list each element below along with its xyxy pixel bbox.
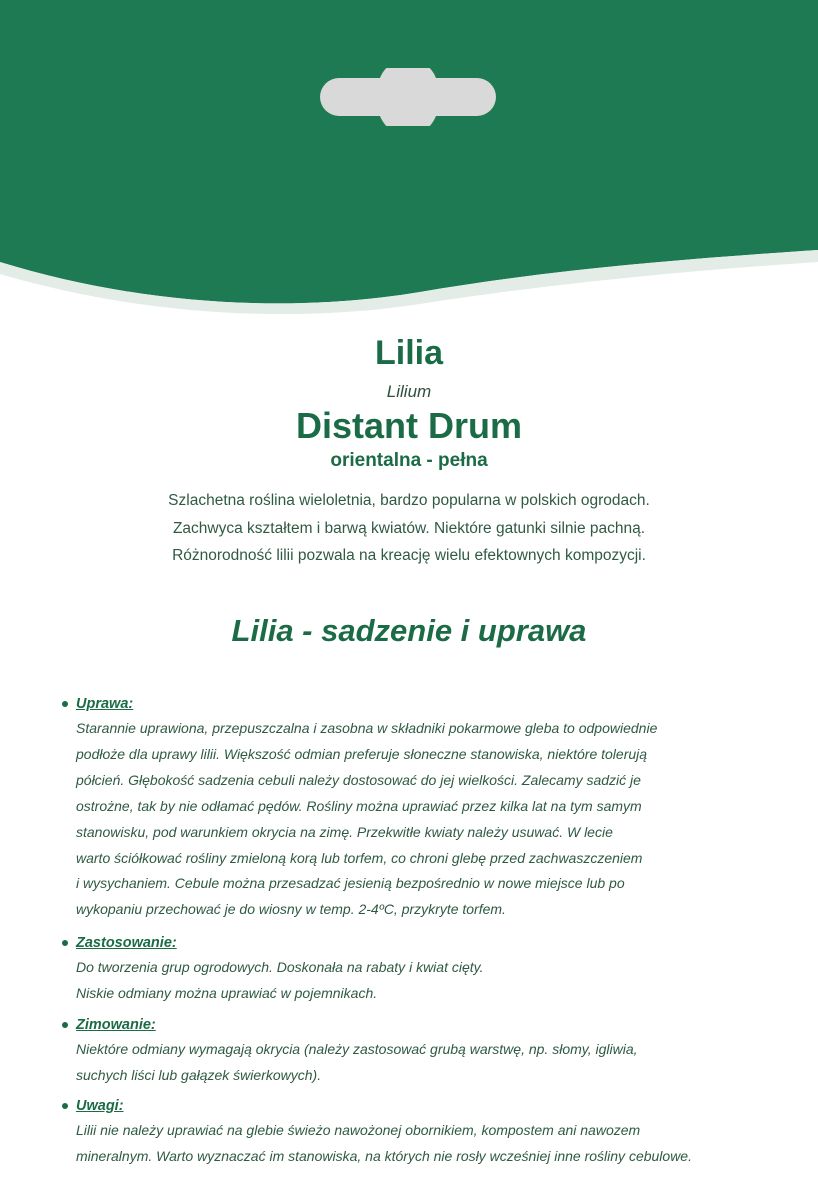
hang-hole-icon [310, 68, 506, 126]
section-label-text: Uprawa: [76, 696, 134, 712]
product-name: Lilia [374, 334, 444, 372]
intro-paragraph [0, 487, 818, 570]
section-label [62, 931, 762, 955]
body-line: suchych liści lub gałązek świerkowych). [76, 1066, 322, 1083]
section-uprawa [62, 692, 762, 923]
bullet-icon [62, 701, 68, 707]
latin-name: Lilium [386, 382, 432, 401]
guide-heading: Lilia - sadzenie i uprawa [231, 613, 587, 648]
body-line: półcień. Głębokość sadzenia cebuli należy dostosować do jej wielkości. Zalecamy sadzić je [76, 771, 641, 788]
section-label-text: Zastosowanie: [76, 935, 177, 952]
header-wave-shape [0, 0, 818, 320]
section-body [62, 716, 762, 923]
intro-line: Szlachetna roślina wieloletnia, bardzo popularna w polskich ogrodach. [168, 492, 650, 509]
bullet-icon [62, 1022, 68, 1028]
section-body [62, 955, 762, 1007]
body-line: Niektóre odmiany wymagają okrycia (należy zastosować grubą warstwę, np. słomy, igliwia, [76, 1041, 638, 1058]
intro-line: Zachwyca kształtem i barwą kwiatów. Niektóre gatunki silnie pachną. [172, 519, 646, 537]
bullet-icon [62, 1103, 68, 1109]
body-line: mineralnym. Warto wyznaczać im stanowiska, na których nie rosły wcześniej inne rośliny cebulowe. [76, 1147, 692, 1164]
body-line: Do tworzenia grup ogrodowych. Doskonała na rabaty i kwiat cięty. [76, 959, 484, 976]
guide-sections [62, 692, 762, 1170]
body-line: warto ściółkować rośliny zmieloną korą lub torfem, co chroni glebę przed zachwaszczeniem [76, 849, 643, 866]
section-label-text: Uwagi: [76, 1097, 124, 1114]
body-line: Lilii nie należy uprawiać na glebie świeżo nawożonej obornikiem, kompostem ani nawozem [76, 1121, 641, 1138]
body-line: ostrożne, tak by nie odłamać pędów. Rośliny można uprawiać przez kilka lat na tym samym [76, 797, 642, 814]
section-body [62, 1037, 762, 1089]
body-line: Niskie odmiany można uprawiać w pojemnikach. [76, 985, 378, 1002]
body-line: wykopaniu przechować je do wiosny w temp. 2-4ºC, przykryte torfem. [76, 901, 506, 918]
variety-type: orientalna - pełna [330, 450, 488, 471]
body-line: Starannie uprawiona, przepuszczalna i zasobna w składniki pokarmowe gleba to odpowiednie [76, 720, 658, 736]
body-line: podłoże dla uprawy lilii. Większość odmian preferuje słoneczne stanowiska, niektóre tolerują [76, 745, 648, 762]
variety-name: Distant Drum [295, 405, 523, 446]
intro-line: Różnorodność lilii pozwala na kreację wielu efektownych kompozycji. [172, 547, 646, 564]
bullet-icon [62, 940, 68, 946]
section-zimowanie [62, 1013, 762, 1089]
body-line: stanowisku, pod warunkiem okrycia na zimę. Przekwitłe kwiaty należy usuwać. W lecie [76, 823, 613, 840]
section-label [62, 1094, 762, 1118]
section-zastosowanie [62, 931, 762, 1007]
section-label [62, 1013, 762, 1037]
section-label [62, 692, 762, 716]
section-uwagi [62, 1094, 762, 1170]
body-line: i wysychaniem. Cebule można przesadzać jesienią bezpośrednio w nowe miejsce lub po [76, 875, 625, 892]
section-body [62, 1118, 762, 1170]
section-label-text: Zimowanie: [76, 1017, 156, 1034]
green-header-band [0, 0, 818, 320]
